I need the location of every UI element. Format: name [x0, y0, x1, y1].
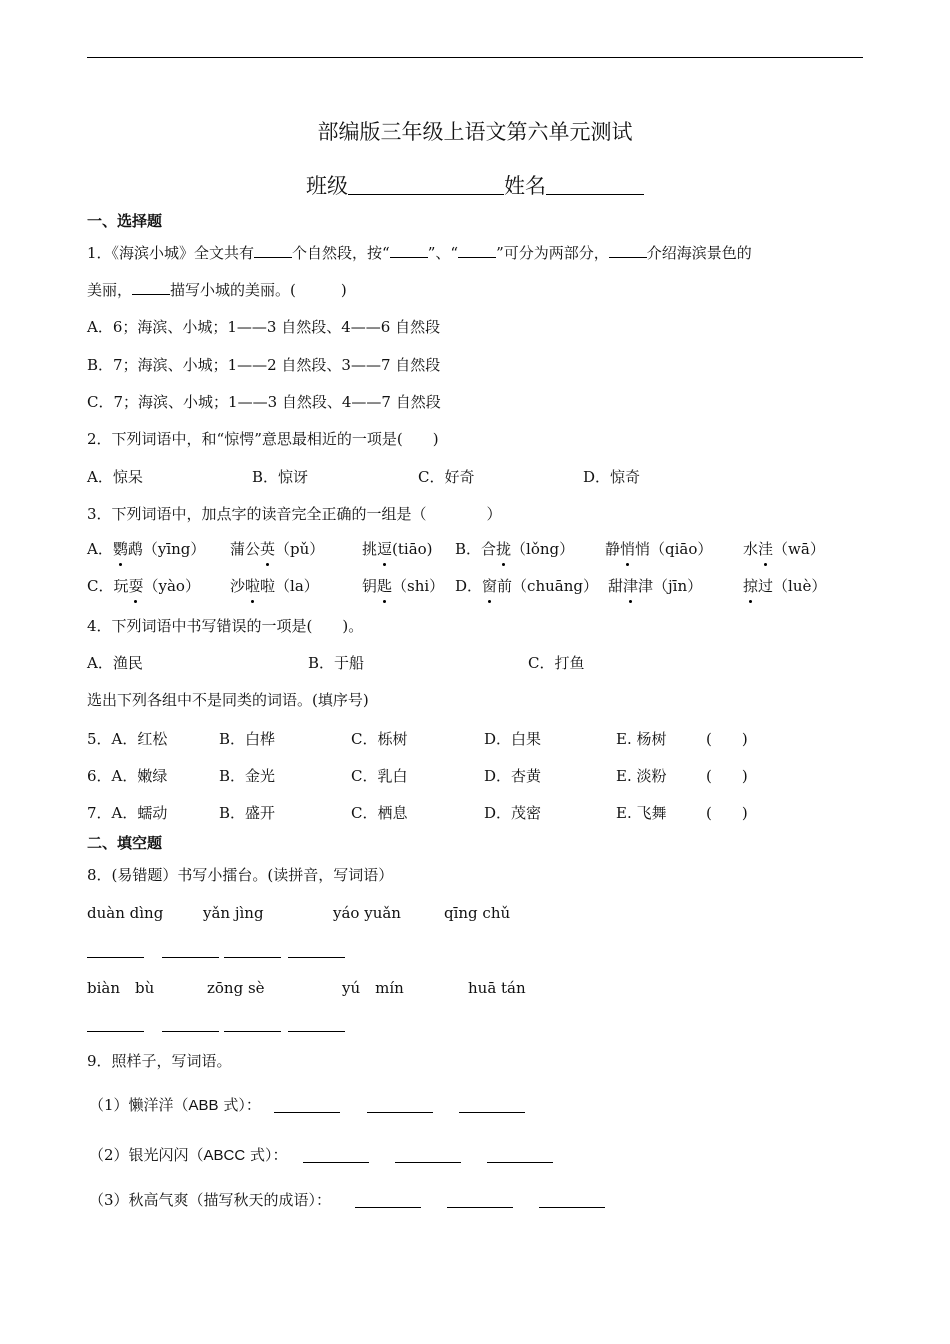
q3-item-d3[interactable]: 掠过（luè） [743, 577, 827, 595]
q2-stem: 2．下列词语中，和“惊愕”意思最相近的一项是( ) [87, 430, 439, 448]
q7-option-d[interactable]: D．茂密 [484, 804, 542, 822]
q8-pinyin-4: qīng chǔ [444, 904, 511, 922]
q8-answer-line-7[interactable] [224, 1031, 281, 1032]
name-label: 姓名 [504, 174, 546, 198]
q8-pinyin-5: biàn bù [87, 979, 155, 997]
q8-answer-line-8[interactable] [288, 1031, 345, 1032]
q8-pinyin-1: duàn dìng [87, 904, 164, 922]
q1-option-b[interactable]: B．7；海滨、小城；1——2 自然段、3——7 自然段 [87, 356, 441, 374]
q3-item-a2[interactable]: 蒲公英（pǔ） [230, 540, 325, 558]
q6-option-c[interactable]: C．乳白 [351, 767, 408, 785]
q9-1-answer-line-3[interactable] [459, 1112, 525, 1113]
q9-item-1: （1）懒洋洋（ABB 式）： [89, 1096, 261, 1114]
q5-option-c[interactable]: C．栎树 [351, 730, 408, 748]
q1-stem-line1: 1．《海滨小城》全文共有 个自然段，按“ ”、“ ”可分为两部分， 介绍海滨景色的 [87, 244, 752, 262]
q9-2-answer-line-2[interactable] [395, 1162, 461, 1163]
name-blank[interactable] [546, 172, 644, 195]
q3-item-c1[interactable]: C．玩耍（yào） [87, 577, 200, 595]
q5-option-a[interactable]: 5．A．红松 [87, 730, 168, 748]
q3-item-d1[interactable]: D．窗前（chuāng） [455, 577, 598, 595]
q2-option-c[interactable]: C．好奇 [418, 468, 475, 486]
q1-stem-line2: 美丽， 描写小城的美丽。( ) [87, 281, 347, 299]
q8-pinyin-8: huā tán [468, 979, 526, 997]
q8-pinyin-3: yáo yuǎn [333, 904, 401, 922]
q6-answer-paren[interactable]: ( ) [706, 767, 748, 785]
q8-stem: 8．(易错题）书写小擂台。(读拼音，写词语） [87, 866, 394, 884]
q4-option-c[interactable]: C．打鱼 [528, 654, 585, 672]
q4-option-a[interactable]: A．渔民 [87, 654, 143, 672]
q9-3-answer-line-3[interactable] [539, 1207, 605, 1208]
q1-option-a[interactable]: A．6；海滨、小城；1——3 自然段、4——6 自然段 [87, 318, 441, 336]
q9-item-2: （2）银光闪闪（ABCC 式）： [89, 1146, 288, 1164]
q7-option-c[interactable]: C．栖息 [351, 804, 408, 822]
q4-option-b[interactable]: B．于船 [308, 654, 365, 672]
section-heading-fill: 二、填空题 [87, 834, 163, 852]
q3-item-c3[interactable]: 钥匙（shi） [362, 577, 445, 595]
q2-option-b[interactable]: B．惊讶 [252, 468, 309, 486]
q9-2-answer-line-1[interactable] [303, 1162, 369, 1163]
q7-option-e[interactable]: E. 飞舞 [616, 804, 667, 822]
q2-option-a[interactable]: A．惊呆 [87, 468, 143, 486]
q7-option-b[interactable]: B．盛开 [219, 804, 276, 822]
q9-2-answer-line-3[interactable] [487, 1162, 553, 1163]
q8-answer-line-1[interactable] [87, 957, 144, 958]
q2-option-d[interactable]: D．惊奇 [583, 468, 641, 486]
class-label: 班级 [306, 174, 348, 198]
q6-option-e[interactable]: E. 淡粉 [616, 767, 667, 785]
q3-item-b3[interactable]: 水洼（wā） [743, 540, 825, 558]
q1-blank-5[interactable] [132, 280, 170, 295]
class-name-line [0, 170, 950, 200]
q8-answer-line-5[interactable] [87, 1031, 144, 1032]
q6-option-d[interactable]: D．杏黄 [484, 767, 542, 785]
q1-blank-4[interactable] [609, 243, 647, 258]
q6-option-b[interactable]: B．金光 [219, 767, 276, 785]
q1-blank-3[interactable] [458, 243, 496, 258]
q5-option-e[interactable]: E. 杨树 [616, 730, 667, 748]
q3-item-a3[interactable]: 挑逗(tiāo) [362, 540, 433, 558]
q8-pinyin-6: zōng sè [207, 979, 265, 997]
q3-item-a1[interactable]: A．鹦鹉（yīng） [87, 540, 206, 558]
q3-item-d2[interactable]: 甜津津（jīn） [608, 577, 703, 595]
page-title: 部编版三年级上语文第六单元测试 [317, 120, 633, 144]
q5-option-d[interactable]: D．白果 [484, 730, 542, 748]
q8-answer-line-4[interactable] [288, 957, 345, 958]
q8-pinyin-2: yǎn jìng [203, 904, 264, 922]
q4-stem: 4．下列词语中书写错误的一项是( )。 [87, 617, 364, 635]
q8-answer-line-6[interactable] [162, 1031, 219, 1032]
q5-7-intro: 选出下列各组中不是同类的词语。(填序号) [87, 691, 369, 709]
q5-answer-paren[interactable]: ( ) [706, 730, 748, 748]
q9-3-answer-line-1[interactable] [355, 1207, 421, 1208]
q3-item-b2[interactable]: 静悄悄（qiāo） [605, 540, 713, 558]
q8-answer-line-2[interactable] [162, 957, 219, 958]
q7-answer-paren[interactable]: ( ) [706, 804, 748, 822]
q3-stem: 3．下列词语中，加点字的读音完全正确的一组是（ ） [87, 505, 502, 523]
q9-item-3: （3）秋高气爽（描写秋天的成语）： [89, 1191, 332, 1209]
q6-option-a[interactable]: 6．A．嫩绿 [87, 767, 168, 785]
q9-1-answer-line-2[interactable] [367, 1112, 433, 1113]
q1-option-c[interactable]: C．7；海滨、小城；1——3 自然段、4——7 自然段 [87, 393, 441, 411]
header-rule [87, 57, 863, 58]
class-blank[interactable] [348, 172, 504, 195]
q9-3-answer-line-2[interactable] [447, 1207, 513, 1208]
q1-blank-2[interactable] [390, 243, 428, 258]
q1-blank-1[interactable] [254, 243, 292, 258]
q3-item-b1[interactable]: B．合拢（lǒng） [455, 540, 575, 558]
q7-option-a[interactable]: 7．A．蠕动 [87, 804, 168, 822]
q5-option-b[interactable]: B．白桦 [219, 730, 276, 748]
q8-answer-line-3[interactable] [224, 957, 281, 958]
q3-item-c2[interactable]: 沙啦啦（la） [230, 577, 319, 595]
section-heading-choice: 一、选择题 [87, 212, 163, 230]
q9-1-answer-line-1[interactable] [274, 1112, 340, 1113]
q8-pinyin-7: yú mín [342, 979, 404, 997]
q9-stem: 9．照样子，写词语。 [87, 1052, 232, 1070]
